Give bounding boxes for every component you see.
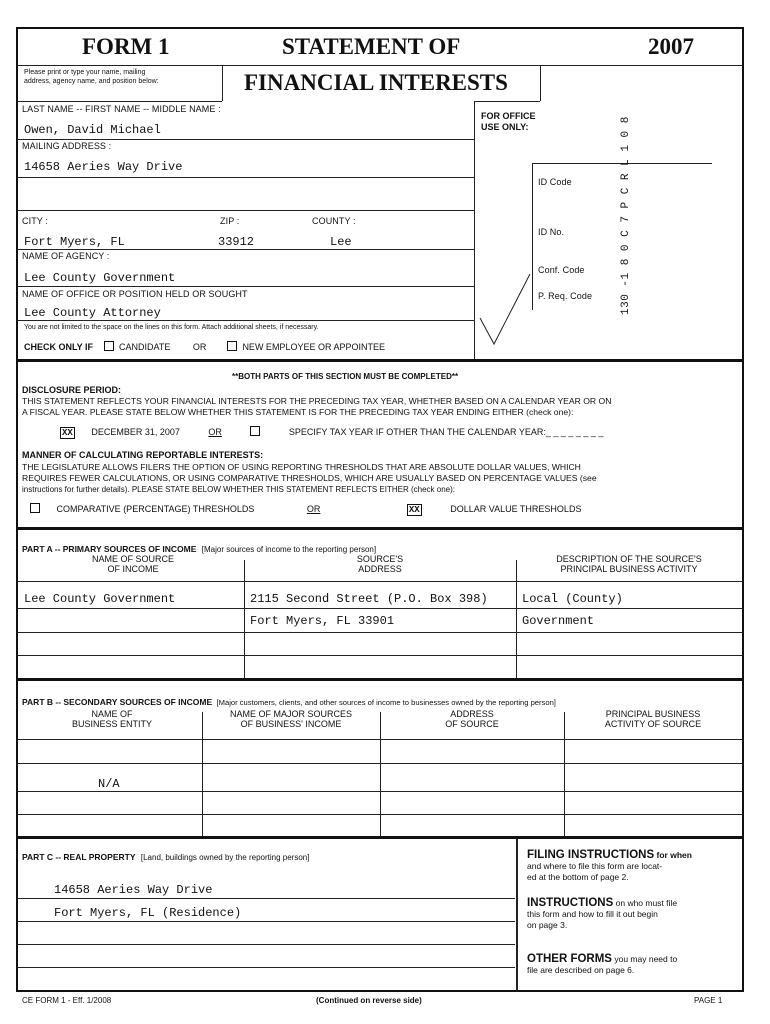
part-b-col4-line1: PRINCIPAL BUSINESS	[605, 709, 701, 719]
mailing-label: MAILING ADDRESS :	[22, 141, 112, 151]
instr-rest-2: this form and how to fill it out begin	[527, 909, 658, 919]
part-b-rule-2	[17, 791, 743, 792]
new-employee-label: NEW EMPLOYEE OR APPOINTEE	[242, 342, 385, 352]
city-field[interactable]: Fort Myers, FL	[24, 235, 125, 249]
part-b-subtitle: [Major customers, clients, and other sources of income to businesses owned by the reporting person]	[216, 698, 556, 707]
name-field[interactable]: Owen, David Michael	[24, 123, 161, 137]
limit-note: You are not limited to the space on the lines on this form. Attach additional sheets, if necessary.	[24, 324, 319, 331]
part-a-row2-address[interactable]: Fort Myers, FL 33901	[250, 614, 395, 628]
disclosure-period-text-1: THIS STATEMENT REFLECTS YOUR FINANCIAL INTERESTS FOR THE PRECEDING TAX YEAR, WHETHER BASED ON A CALENDAR YEAR OR ON	[22, 396, 612, 406]
office-use-line2: USE ONLY:	[481, 122, 529, 132]
disclosure-period-text-2: A FISCAL YEAR. PLEASE STATE BELOW WHETHER THIS STATEMENT IS FOR THE PRECEDING TAX YEAR ENDING EITHER (check one):	[22, 407, 574, 417]
section-divider-3	[17, 678, 743, 681]
county-label: COUNTY :	[312, 216, 356, 226]
new-employee-checkbox[interactable]	[227, 341, 237, 351]
form-title: FORM 1	[82, 34, 170, 59]
p-req-code-label: P. Req. Code	[538, 291, 593, 301]
part-a-row1-activity[interactable]: Local (County)	[522, 592, 623, 606]
office-use-line1: FOR OFFICE	[481, 111, 536, 121]
part-b-na[interactable]: N/A	[98, 777, 120, 791]
other-year-checkbox[interactable]	[250, 426, 260, 436]
statement-title-line1: STATEMENT OF	[282, 34, 461, 59]
comparative-label: COMPARATIVE (PERCENTAGE) THRESHOLDS	[56, 504, 255, 514]
section-divider-4	[17, 836, 743, 839]
mailing-rule-2	[17, 210, 474, 211]
candidate-label: CANDIDATE	[119, 342, 171, 352]
part-a-rule-2	[17, 632, 743, 633]
candidate-or: OR	[192, 342, 207, 352]
part-a-col1-head	[24, 554, 242, 574]
part-b-col4-line2: ACTIVITY OF SOURCE	[604, 719, 702, 729]
part-c-rule-1	[17, 898, 515, 899]
part-a-col1-line1: NAME OF SOURCE	[91, 554, 174, 564]
section-divider-1	[17, 359, 743, 362]
part-b-col1-line1: NAME OF	[91, 709, 133, 719]
footer-form-id: CE FORM 1 - Eff. 1/2008	[22, 996, 112, 1005]
tax-year-or: OR	[208, 427, 222, 437]
title-box-bottom	[474, 101, 540, 102]
part-b-col1-head	[24, 709, 200, 729]
office-stamp: 130 -1 8 0 C 7 P C R L 1 0 8	[620, 116, 632, 315]
part-b-rule-1	[17, 763, 743, 764]
agency-label: NAME OF AGENCY :	[22, 251, 110, 261]
part-b-header	[22, 697, 556, 707]
dollar-checkbox[interactable]: XX	[408, 505, 420, 515]
office-field[interactable]: Lee County Attorney	[24, 306, 161, 320]
specify-label: SPECIFY TAX YEAR IF OTHER THAN THE CALENDAR YEAR:_ _ _ _ _ _ _ _	[288, 427, 604, 437]
threshold-or: OR	[306, 504, 321, 514]
dollar-label: DOLLAR VALUE THRESHOLDS	[450, 504, 582, 514]
part-a-col3-head	[518, 554, 740, 574]
comparative-checkbox[interactable]	[30, 503, 40, 513]
manner-text-1: THE LEGISLATURE ALLOWS FILERS THE OPTION OF USING REPORTING THRESHOLDS THAT ARE ABSOLUTE DOLLAR VALUES, WHICH	[22, 462, 581, 472]
part-a-col2-head	[246, 554, 514, 574]
conf-code-label: Conf. Code	[538, 265, 585, 275]
part-c-subtitle: [Land, buildings owned by the reporting person]	[140, 853, 310, 862]
threshold-row	[30, 503, 581, 515]
part-b-head-rule	[17, 739, 743, 740]
part-a-col3-line1: DESCRIPTION OF THE SOURCE'S	[556, 554, 702, 564]
other-rest-1: you may need to	[614, 954, 678, 964]
part-b-col2-line1: NAME OF MAJOR SOURCES	[229, 709, 352, 719]
mailing-rule	[17, 177, 474, 178]
office-rule	[17, 320, 474, 321]
part-b-title: PART B -- SECONDARY SOURCES OF INCOME	[22, 697, 213, 707]
agency-rule	[17, 286, 474, 287]
part-b-col-div-1	[202, 712, 203, 836]
dec31-label: DECEMBER 31, 2007	[91, 427, 180, 437]
part-c-line2[interactable]: Fort Myers, FL (Residence)	[54, 906, 242, 920]
part-a-rule-1	[17, 608, 743, 609]
instr-rest-3: on page 3.	[527, 920, 568, 930]
name-label: LAST NAME -- FIRST NAME -- MIDDLE NAME :	[22, 104, 221, 114]
part-c-rule-4	[17, 967, 515, 968]
filing-rest-1: for when	[656, 850, 692, 860]
filing-rest-2: and where to file this form are locat-	[527, 861, 663, 871]
part-c-title: PART C -- REAL PROPERTY	[22, 852, 136, 862]
other-forms	[527, 954, 739, 976]
part-b-col4-head	[566, 709, 740, 729]
header-rule	[17, 65, 743, 66]
part-a-rule-3	[17, 655, 743, 656]
part-a-title: PART A -- PRIMARY SOURCES OF INCOME	[22, 544, 197, 554]
print-note-line1: Please print or type your name, mailing	[24, 69, 146, 76]
part-a-header	[22, 544, 376, 554]
part-c-line1[interactable]: 14658 Aeries Way Drive	[54, 883, 213, 897]
office-label: NAME OF OFFICE OR POSITION HELD OR SOUGHT	[22, 289, 248, 299]
disclosure-period-title: DISCLOSURE PERIOD:	[22, 385, 122, 395]
part-b-col2-head	[204, 709, 378, 729]
city-rule	[17, 249, 474, 250]
part-a-col-div-1	[244, 560, 245, 678]
county-field[interactable]: Lee	[330, 235, 352, 249]
footer-page: PAGE 1	[694, 996, 723, 1005]
who-must-file	[527, 898, 739, 931]
filing-instructions	[527, 850, 739, 883]
print-note-divider	[222, 65, 223, 101]
agency-field[interactable]: Lee County Government	[24, 271, 176, 285]
part-a-head-rule	[17, 581, 743, 582]
candidate-checkbox[interactable]	[104, 341, 114, 351]
office-use-title	[481, 111, 536, 133]
instr-bold: INSTRUCTIONS	[527, 897, 614, 909]
part-a-subtitle: [Major sources of income to the reporting person]	[201, 545, 377, 554]
title-box-right	[540, 65, 541, 101]
part-b-col1-line2: BUSINESS ENTITY	[71, 719, 152, 729]
part-b-rule-3	[17, 814, 743, 815]
part-b-col3-head	[382, 709, 562, 729]
id-no-label: ID No.	[538, 227, 565, 237]
footer-continued: (Continued on reverse side)	[316, 996, 422, 1005]
filing-bold: FILING INSTRUCTIONS	[527, 849, 655, 861]
part-a-col2-line2: ADDRESS	[358, 564, 402, 574]
part-b-col3-line2: OF SOURCE	[445, 719, 499, 729]
manner-title: MANNER OF CALCULATING REPORTABLE INTERESTS:	[22, 450, 264, 460]
tax-year-row	[60, 426, 603, 438]
other-bold: OTHER FORMS	[527, 953, 612, 965]
check-only-row	[24, 341, 385, 352]
print-note-line2: address, agency name, and position below:	[24, 78, 159, 85]
form-year: 2007	[648, 34, 694, 59]
part-b-col2-line2: OF BUSINESS' INCOME	[240, 719, 342, 729]
manner-text-2: REQUIRES FEWER CALCULATIONS, OR USING COMPARATIVE THRESHOLDS, WHICH ARE USUALLY BASED ON PERCENTAGE VALUES (see	[22, 473, 597, 483]
part-b-col3-line1: ADDRESS	[450, 709, 494, 719]
part-c-header	[22, 852, 309, 862]
instructions-divider	[516, 839, 518, 991]
section-divider-2	[17, 527, 743, 530]
part-c-rule-3	[17, 944, 515, 945]
manner-text-3: instructions for further details). PLEASE STATE BELOW WHETHER THIS STATEMENT REFLECTS EITHER (check one):	[22, 485, 455, 494]
zip-field[interactable]: 33912	[218, 235, 255, 249]
part-a-col3-line2: PRINCIPAL BUSINESS ACTIVITY	[560, 564, 698, 574]
name-rule	[17, 139, 474, 140]
zip-label: ZIP :	[220, 216, 240, 226]
part-a-col2-line1: SOURCE'S	[356, 554, 404, 564]
city-label: CITY :	[22, 216, 48, 226]
identity-right-border	[474, 101, 475, 359]
statement-title-line2: FINANCIAL INTERESTS	[244, 70, 508, 95]
checkmark-icon	[478, 270, 538, 350]
dec31-checkbox[interactable]: XX	[62, 428, 73, 438]
part-c-rule-2	[17, 921, 515, 922]
print-note-bottom	[17, 101, 222, 102]
check-only-label: CHECK ONLY IF	[24, 342, 94, 352]
part-a-row2-activity[interactable]: Government	[522, 614, 595, 628]
instr-rest-1: on who must file	[615, 898, 678, 908]
other-rest-2: file are described on page 6.	[527, 965, 635, 975]
part-b-col-div-3	[564, 712, 565, 836]
part-a-row1-address[interactable]: 2115 Second Street (P.O. Box 398)	[250, 592, 488, 606]
filing-rest-3: ed at the bottom of page 2.	[527, 872, 629, 882]
part-a-row1-name[interactable]: Lee County Government	[24, 592, 176, 606]
part-a-col1-line2: OF INCOME	[107, 564, 159, 574]
part-a-col-div-2	[516, 560, 517, 678]
mailing-field[interactable]: 14658 Aeries Way Drive	[24, 160, 183, 174]
both-parts-notice: **BOTH PARTS OF THIS SECTION MUST BE COMPLETED**	[232, 372, 459, 381]
part-b-col-div-2	[380, 712, 381, 836]
id-code-label: ID Code	[538, 177, 572, 187]
